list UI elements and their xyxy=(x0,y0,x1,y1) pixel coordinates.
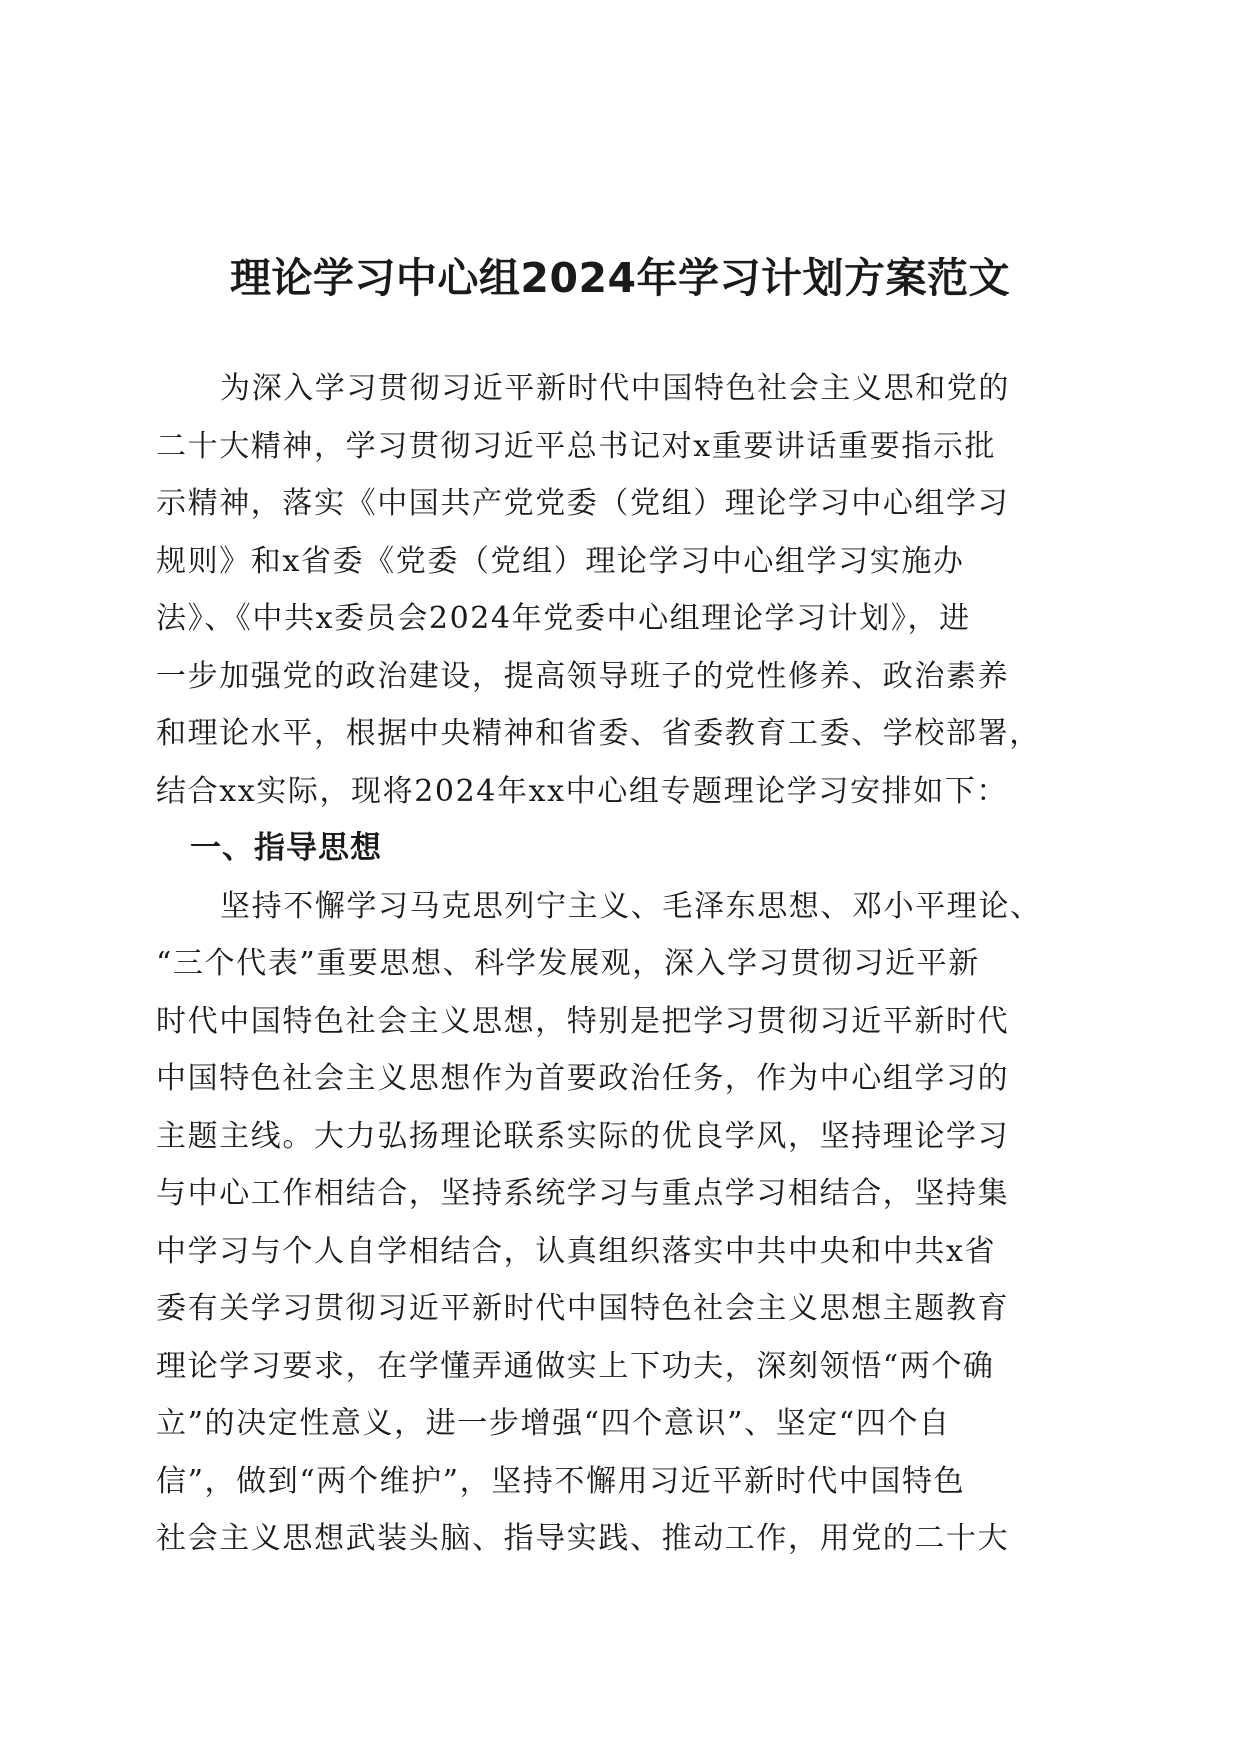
paragraph-line: 时代中国特色社会主义思想，特别是把学习贯彻习近平新时代 xyxy=(156,1003,1010,1039)
paragraph-line: 法》、《中共x委员会2024年党委中心组理论学习计划》，进 xyxy=(156,601,971,636)
section-heading: 一、指导思想 xyxy=(190,830,382,866)
paragraph-line: 为深入学习贯彻习近平新时代中国特色社会主义思和党的 xyxy=(220,371,1010,406)
paragraph-line: 二十大精神，学习贯彻习近平总书记对x重要讲话重要指示批 xyxy=(156,428,997,464)
document-title: 理论学习中心组2024年学习计划方案范文 xyxy=(229,254,1011,302)
paragraph-line: 规则》和x省委《党委（党组）理论学习中心组学习实施办 xyxy=(156,543,965,579)
paragraph-line: 信”，做到“两个维护”，坚持不懈用习近平新时代中国特色 xyxy=(156,1463,966,1499)
paragraph-line: 与中心工作相结合，坚持系统学习与重点学习相结合，坚持集 xyxy=(156,1176,1010,1211)
paragraph-line: 社会主义思想武装头脑、指导实践、推动工作，用党的二十大 xyxy=(156,1521,1010,1556)
document-body xyxy=(156,360,1086,1568)
paragraph-line: 示精神，落实《中国共产党党委（党组）理论学习中心组学习 xyxy=(156,486,1010,521)
paragraph-line: 中学习与个人自学相结合，认真组织落实中共中央和中共x省 xyxy=(156,1233,997,1269)
paragraph-line: “三个代表”重要思想、科学发展观，深入学习贯彻习近平新 xyxy=(156,946,980,981)
paragraph-line: 中国特色社会主义思想作为首要政治任务，作为中心组学习的 xyxy=(156,1061,1010,1096)
paragraph-line: 和理论水平，根据中央精神和省委、省委教育工委、学校部署， xyxy=(156,716,1041,751)
paragraph-line: 坚持不懈学习马克思列宁主义、毛泽东思想、邓小平理论、 xyxy=(220,888,1042,924)
paragraph-line: 一步加强党的政治建设，提高领导班子的党性修养、政治素养 xyxy=(156,658,1010,694)
paragraph-line: 委有关学习贯彻习近平新时代中国特色社会主义思想主题教育 xyxy=(156,1291,1010,1326)
paragraph-line: 立”的决定性意义，进一步增强“四个意识”、坚定“四个自 xyxy=(156,1406,951,1441)
paragraph-line: 结合xx实际，现将2024年xx中心组专题理论学习安排如下： xyxy=(156,773,1009,809)
paragraph-line: 主题主线。大力弘扬理论联系实际的优良学风，坚持理论学习 xyxy=(156,1118,1010,1154)
paragraph-line: 理论学习要求，在学懂弄通做实上下功夫，深刻领悟“两个确 xyxy=(156,1348,995,1384)
